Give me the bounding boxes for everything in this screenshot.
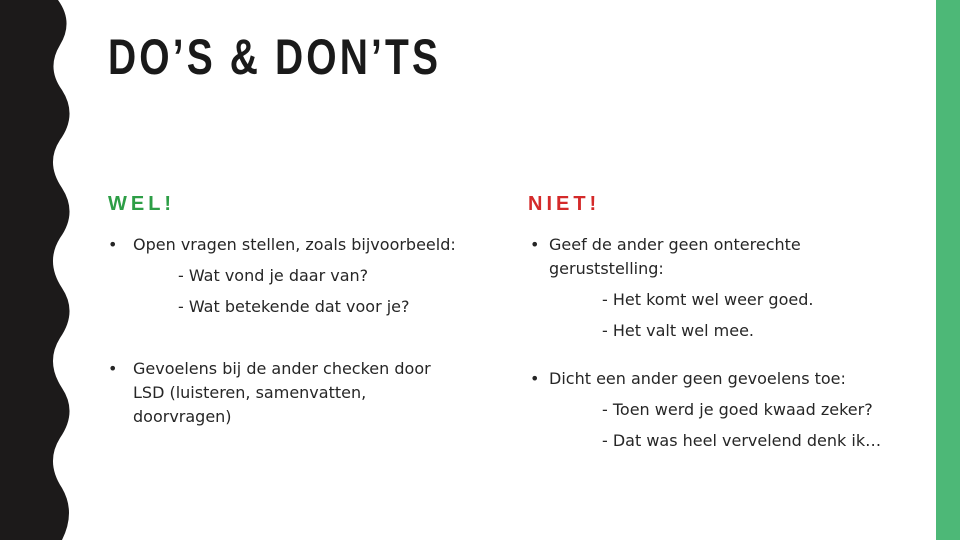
accent-side-bar bbox=[936, 0, 960, 540]
niet-item-1-line-1: Geef de ander geen onterechte bbox=[549, 235, 801, 254]
wel-item-2-line-3: doorvragen) bbox=[133, 407, 232, 426]
wel-bullet-2: • bbox=[108, 359, 118, 378]
niet-heading: NIET! bbox=[528, 193, 601, 215]
niet-item-2-sub-1: - Toen werd je goed kwaad zeker? bbox=[602, 400, 873, 419]
niet-bullet-2: • bbox=[530, 369, 540, 388]
wel-item-1-sub-1: - Wat vond je daar van? bbox=[178, 266, 369, 285]
niet-item-1-sub-2: - Het valt wel mee. bbox=[602, 321, 754, 340]
niet-item-1-sub-1: - Het komt wel weer goed. bbox=[602, 290, 814, 309]
wel-item-2-line-2: LSD (luisteren, samenvatten, bbox=[133, 383, 367, 402]
wavy-border-shape bbox=[0, 0, 70, 540]
wel-item-1-text: Open vragen stellen, zoals bijvoorbeeld: bbox=[133, 235, 456, 254]
slide-title: DO’S & DON’TS bbox=[108, 29, 442, 85]
wel-bullet-1: • bbox=[108, 235, 118, 254]
niet-bullet-1: • bbox=[530, 235, 540, 254]
niet-item-1-line-2: geruststelling: bbox=[549, 259, 664, 278]
niet-item-2-sub-2: - Dat was heel vervelend denk ik… bbox=[602, 431, 882, 450]
wel-item-1-sub-2: - Wat betekende dat voor je? bbox=[178, 297, 410, 316]
decorative-wavy-border bbox=[0, 0, 80, 540]
wel-item-2-line-1: Gevoelens bij de ander checken door bbox=[133, 359, 431, 378]
niet-item-2-line-1: Dicht een ander geen gevoelens toe: bbox=[549, 369, 846, 388]
wel-heading: WEL! bbox=[108, 193, 176, 215]
